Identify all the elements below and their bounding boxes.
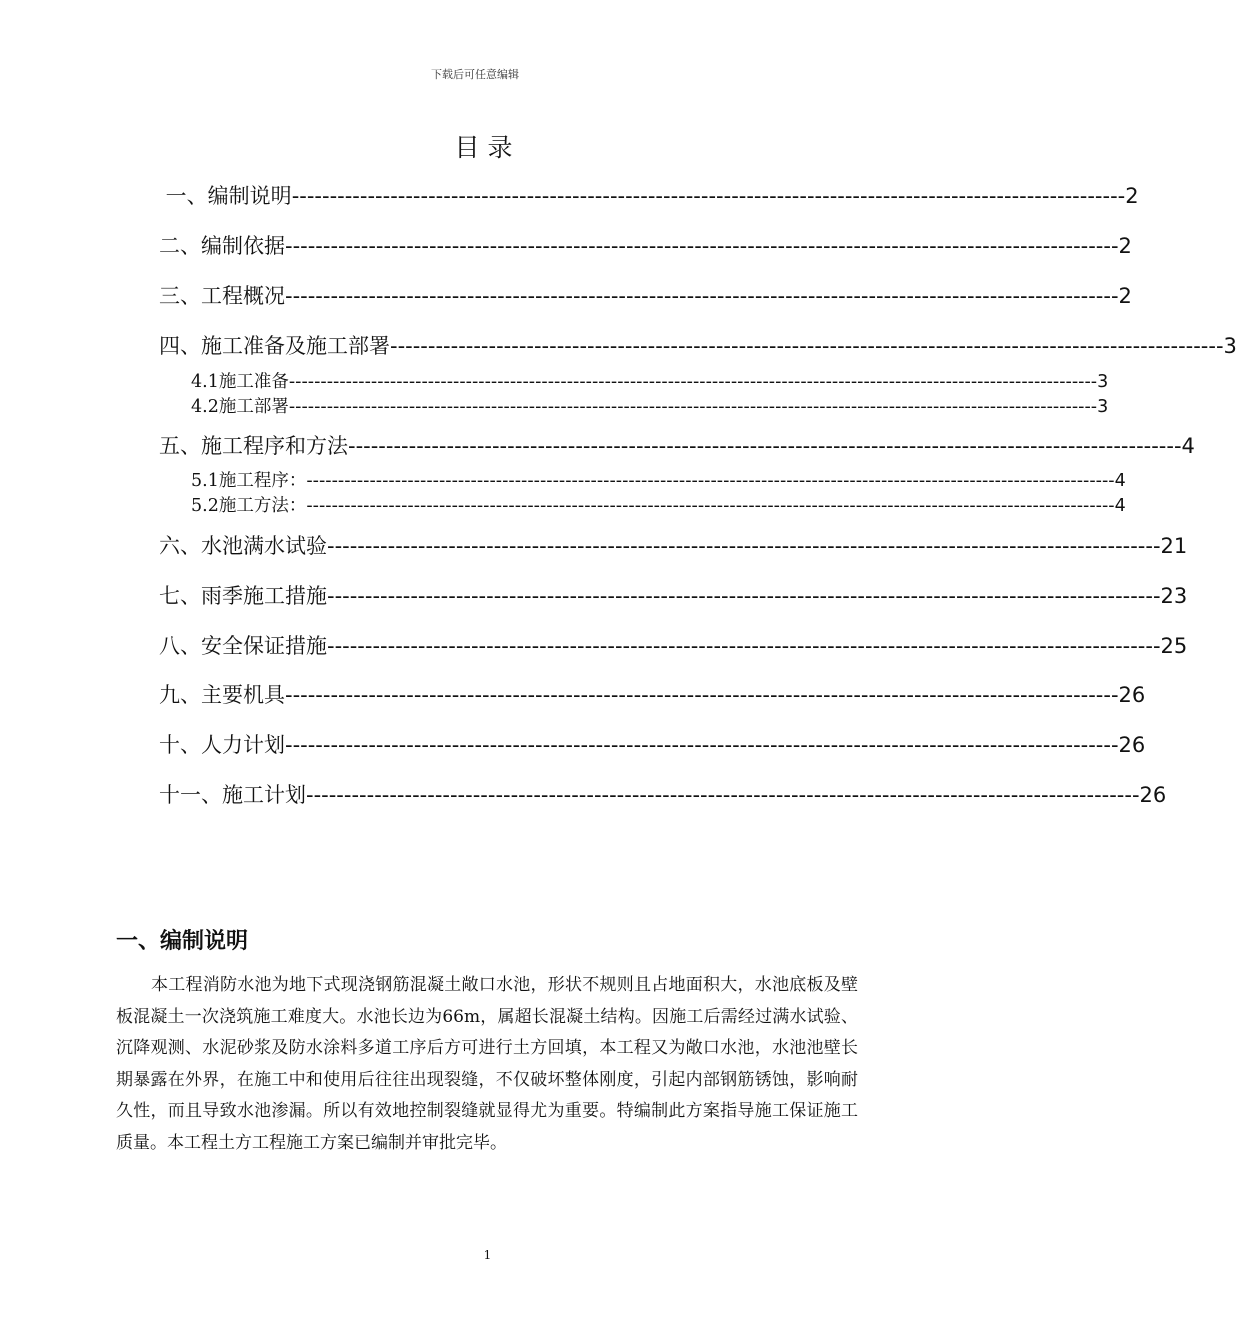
toc-leader: -------------------------------------------------------------------------------------------------------------------------------- xyxy=(288,372,1098,392)
toc-entry[interactable] xyxy=(159,729,1146,759)
toc-leader: -------------------------------------------------------------------------------------------------------------- xyxy=(327,534,1161,558)
section-heading: 一、编制说明 xyxy=(116,929,249,954)
toc-entry-page: 2 xyxy=(1118,284,1132,308)
toc-entry-page: 26 xyxy=(1118,683,1146,707)
toc-entry-label: 九、主要机具 xyxy=(159,683,285,707)
toc-entry-page: 4 xyxy=(1181,434,1195,458)
toc-leader: -------------------------------------------------------------------------------------------------------------- xyxy=(285,284,1119,308)
toc-entry[interactable] xyxy=(159,630,1188,660)
toc-entry-page: 26 xyxy=(1139,783,1167,807)
toc-entry-label: 一、编制说明 xyxy=(159,184,292,208)
toc-entry-page: 3 xyxy=(1097,372,1109,392)
toc-leader: -------------------------------------------------------------------------------------------------------------- xyxy=(348,434,1182,458)
toc-leader: -------------------------------------------------------------------------------------------------------------- xyxy=(291,184,1126,208)
toc-entry[interactable] xyxy=(191,467,1126,491)
toc-entry[interactable] xyxy=(159,580,1188,610)
toc-entry-page: 25 xyxy=(1160,634,1188,658)
toc-leader: -------------------------------------------------------------------------------------------------------------- xyxy=(327,634,1161,658)
toc-entry[interactable] xyxy=(159,180,1139,210)
toc-leader: -------------------------------------------------------------------------------------------------------------------------------- xyxy=(288,397,1098,417)
toc-entry-label: 六、水池满水试验 xyxy=(159,534,327,558)
toc-title: 目录 xyxy=(454,133,521,162)
toc-entry[interactable] xyxy=(159,430,1195,460)
toc-leader: -------------------------------------------------------------------------------------------------------------------------------- xyxy=(306,496,1115,516)
toc-entry-page: 2 xyxy=(1125,184,1139,208)
toc-entry-label: 八、安全保证措施 xyxy=(159,634,327,658)
toc-entry-page: 23 xyxy=(1160,584,1188,608)
toc-entry[interactable] xyxy=(191,368,1109,392)
toc-entry-page: 4 xyxy=(1114,471,1126,491)
header-note: 下载后可任意编辑 xyxy=(431,68,519,81)
toc-entry-page: 21 xyxy=(1160,534,1188,558)
toc-entry-label: 5.1施工程序： xyxy=(191,471,307,491)
toc-entry-label: 十一、施工计划 xyxy=(159,783,306,807)
toc-entry[interactable] xyxy=(159,230,1132,260)
toc-entry-label: 4.2施工部署 xyxy=(191,397,289,417)
toc-entry-label: 三、工程概况 xyxy=(159,284,285,308)
toc-entry-label: 4.1施工准备 xyxy=(191,372,289,392)
toc-entry[interactable] xyxy=(191,393,1109,417)
toc-entry[interactable] xyxy=(159,679,1146,709)
toc-entry[interactable] xyxy=(191,492,1126,516)
toc-entry[interactable] xyxy=(159,530,1188,560)
toc-entry-label: 七、雨季施工措施 xyxy=(159,584,327,608)
toc-entry-page: 4 xyxy=(1114,496,1126,516)
toc-entry-label: 二、编制依据 xyxy=(159,234,285,258)
toc-entry-label: 5.2施工方法： xyxy=(191,496,307,516)
toc-leader: -------------------------------------------------------------------------------------------------------------- xyxy=(285,733,1119,757)
body-paragraph: 本工程消防水池为地下式现浇钢筋混凝土敞口水池，形状不规则且占地面积大，水池底板及壁板混凝土一次浇筑施工难度大。水池长边为66m，属超长混凝土结构。因施工后需经过满水试验、沉降观测、水泥砂浆及防水涂料多道工序后方可进行土方回填，本工程又为敞口水池，水池池壁长期暴露在外界，在施工中和使用后往往出现裂缝，不仅破坏整体刚度，引起内部钢筋锈蚀，影响耐久性，而且导致水池渗漏。所以有效地控制裂缝就显得尤为重要。特编制此方案指导施工保证施工质量。本工程土方工程施工方案已编制并审批完毕。 xyxy=(116,975,858,1153)
toc-entry-label: 十、人力计划 xyxy=(159,733,285,757)
toc-leader: -------------------------------------------------------------------------------------------------------------- xyxy=(390,334,1224,358)
toc-leader: -------------------------------------------------------------------------------------------------------------- xyxy=(327,584,1161,608)
toc-leader: -------------------------------------------------------------------------------------------------------------- xyxy=(306,783,1140,807)
toc-entry[interactable] xyxy=(159,280,1132,310)
toc-entry-page: 3 xyxy=(1097,397,1109,417)
toc-entry[interactable] xyxy=(159,779,1167,809)
toc-leader: -------------------------------------------------------------------------------------------------------------- xyxy=(285,683,1119,707)
toc-leader: -------------------------------------------------------------------------------------------------------------- xyxy=(285,234,1119,258)
toc-entry-page: 2 xyxy=(1118,234,1132,258)
page-number: 1 xyxy=(483,1248,492,1262)
toc-entry-label: 四、施工准备及施工部署 xyxy=(159,334,390,358)
toc-entry-label: 五、施工程序和方法 xyxy=(159,434,348,458)
toc-entry[interactable] xyxy=(159,330,1237,360)
toc-leader: -------------------------------------------------------------------------------------------------------------------------------- xyxy=(306,471,1115,491)
toc-entry-page: 26 xyxy=(1118,733,1146,757)
toc-entry-page: 3 xyxy=(1223,334,1237,358)
